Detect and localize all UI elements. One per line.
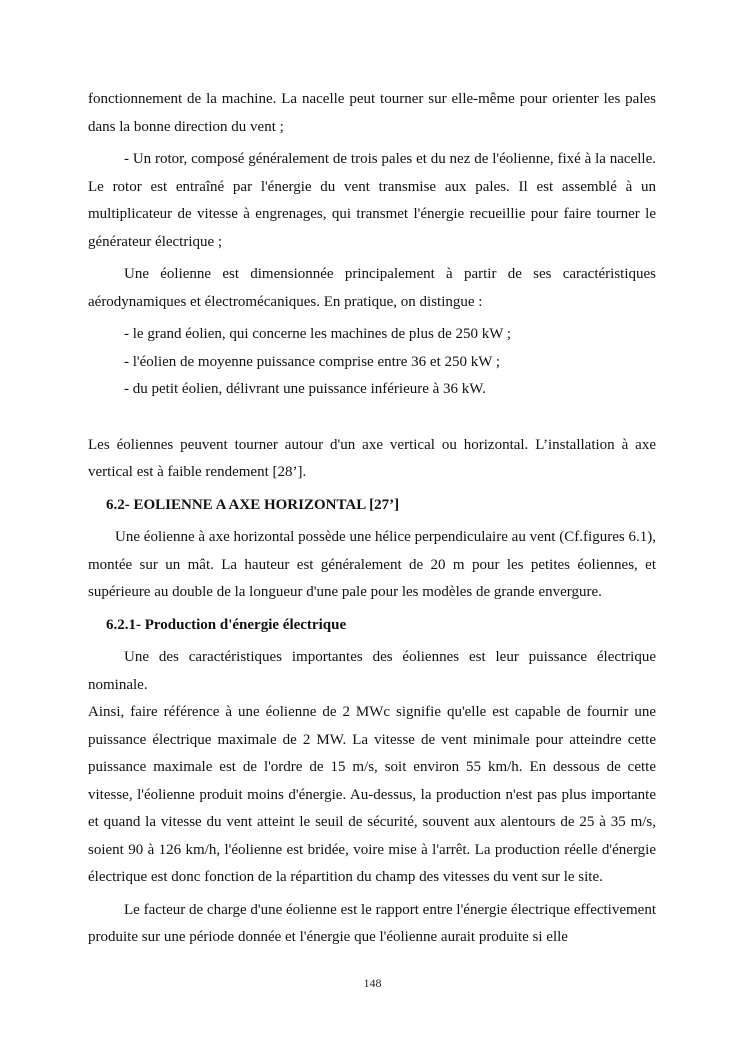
list-item-small-wind: - du petit éolien, délivrant une puissance inférieure à 36 kW. [124,381,486,397]
list-item-medium-wind: - l'éolien de moyenne puissance comprise entre 36 et 250 kW ; [124,353,501,370]
paragraph-rotor: - Un rotor, composé généralement de trois pales et du nez de l'éolienne, fixé à la nacelle. Le rotor est entraîné par l'énergie du vent transmise aux pales. Il est assemblé à un multiplicateur de vitesse à engrenages, qui transmet l'énergie recueillie pour faire tourner le générateur électrique ; [88,151,656,250]
section-heading: 6.2- EOLIENNE A AXE HORIZONTAL [27’] [106,496,400,513]
paragraph-dimensioning: Une éolienne est dimensionnée principalement à partir de ses caractéristiques aérodynamiques et électromécaniques. En pratique, on distingue : [88,266,656,310]
paragraph-load-factor: Le facteur de charge d'une éolienne est le rapport entre l'énergie électrique effectivement produite sur une période donnée et l'énergie que l'éolienne aurait produite si elle [88,901,656,945]
subsection-heading: 6.2.1- Production d'énergie électrique [106,616,347,633]
page-body [88,86,656,952]
paragraph-axis-types: Les éoliennes peuvent tourner autour d'un axe vertical ou horizontal. L’installation à axe vertical est à faible rendement [28’]. [88,436,656,480]
paragraph-power-example: Ainsi, faire référence à une éolienne de 2 MWc signifie qu'elle est capable de fournir une puissance électrique maximale de 2 MW. La vitesse de vent minimale pour atteindre cette puissance maximale est de l'ordre de 15 m/s, soit environ 55 km/h. En dessous de cette vitesse, l'éolienne produit moins d'énergie. Au-dessus, la production n'est pas plus importante et quand la vitesse du vent atteint le seuil de sécurité, souvent aux alentours de 25 à 35 m/s, soient 90 à 126 km/h, l'éolienne est bridée, voire mise à l'arrêt. La production réelle d'énergie électrique est donc fonction de la répartition du champ des vitesses du vent sur le site. [88,704,656,885]
page-number: 148 [363,976,382,990]
paragraph-nacelle-continuation: fonctionnement de la machine. La nacelle peut tourner sur elle-même pour orienter les pales dans la bonne direction du vent ; [88,91,656,135]
paragraph-spacer [88,404,656,426]
list-item-large-wind: - le grand éolien, qui concerne les machines de plus de 250 kW ; [124,326,512,342]
paragraph-nominal-power: Une des caractéristiques importantes des éoliennes est leur puissance électrique nominale. [88,649,656,693]
paragraph-horizontal-axis: Une éolienne à axe horizontal possède une hélice perpendiculaire au vent (Cf.figures 6.1), montée sur un mât. La hauteur est généralement de 20 m pour les petites éoliennes, et supérieure au double de la longueur d'une pale pour les modèles de grande envergure. [88,529,656,600]
